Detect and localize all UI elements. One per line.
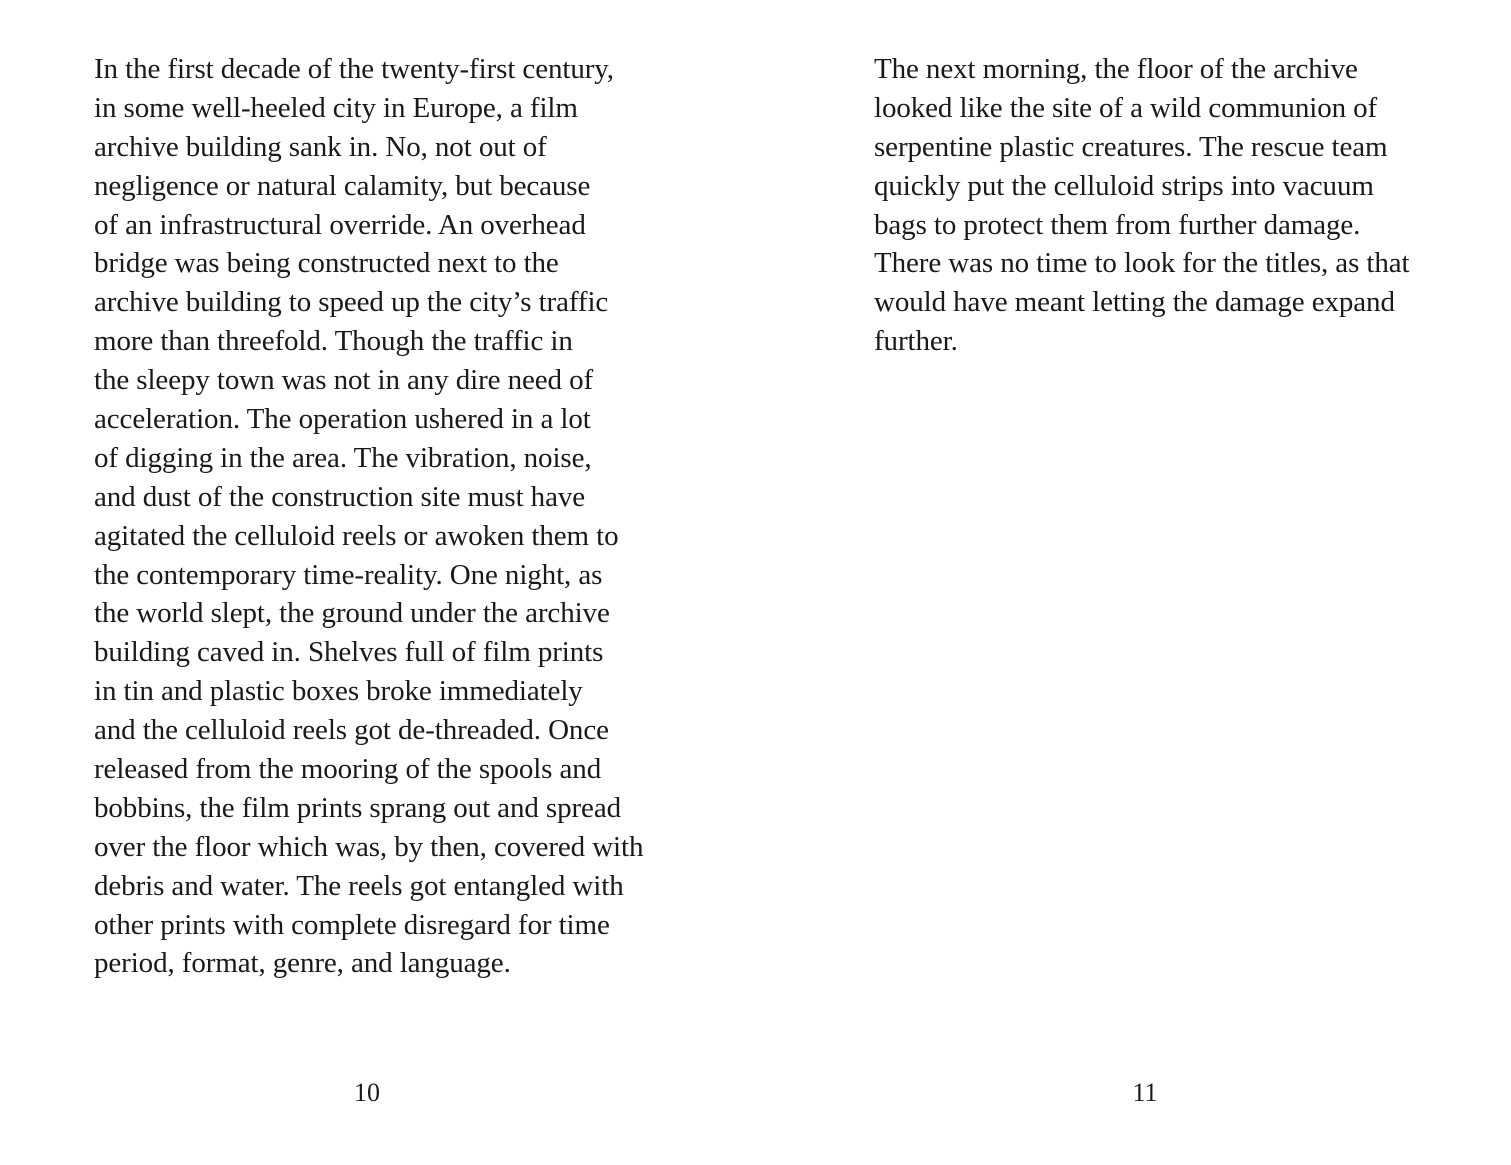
text-line: agitated the celluloid reels or awoken them to [94, 519, 619, 552]
page-number-right: 11 [1132, 1078, 1158, 1107]
text-line: other prints with complete disregard for time [94, 908, 610, 941]
text-line: looked like the site of a wild communion of [874, 91, 1378, 124]
text-line: in tin and plastic boxes broke immediately [94, 675, 583, 708]
left-page-paragraph [94, 50, 643, 983]
text-line: building caved in. Shelves full of film prints [94, 636, 604, 669]
text-line: negligence or natural calamity, but because [94, 169, 591, 202]
page-number-left: 10 [354, 1078, 380, 1107]
text-line: more than threefold. Though the traffic in [94, 325, 573, 358]
text-line: and dust of the construction site must have [94, 480, 586, 513]
text-line: The next morning, the floor of the archive [874, 53, 1358, 85]
text-line: In the first decade of the twenty-first century, [94, 53, 614, 85]
text-line: There was no time to look for the titles, as that [874, 247, 1410, 280]
text-line: bobbins, the film prints sprang out and spread [94, 791, 621, 824]
right-page [755, 0, 1511, 1165]
text-line: would have meant letting the damage expand [874, 286, 1395, 319]
text-line: the sleepy town was not in any dire need of [94, 364, 594, 397]
text-line: bridge was being constructed next to the [94, 247, 559, 280]
text-line: in some well-heeled city in Europe, a film [94, 91, 578, 124]
text-line: further. [874, 325, 958, 358]
text-line: serpentine plastic creatures. The rescue team [874, 130, 1388, 163]
right-page-paragraph [874, 50, 1410, 361]
text-line: period, format, genre, and language. [94, 947, 511, 980]
text-line: over the floor which was, by then, covered with [94, 830, 644, 863]
text-line: quickly put the celluloid strips into vacuum [874, 169, 1374, 202]
text-line: bags to protect them from further damage. [874, 208, 1361, 241]
text-line: of digging in the area. The vibration, noise, [94, 441, 592, 474]
text-line: acceleration. The operation ushered in a lot [94, 403, 591, 436]
text-line: of an infrastructural override. An overhead [94, 208, 586, 241]
text-line: the contemporary time-reality. One night, as [94, 558, 603, 591]
text-line: archive building to speed up the city’s traffic [94, 286, 609, 319]
text-line: archive building sank in. No, not out of [94, 130, 547, 163]
text-line: and the celluloid reels got de-threaded. Once [94, 714, 609, 747]
text-line: released from the mooring of the spools and [94, 753, 602, 786]
text-line: debris and water. The reels got entangled with [94, 869, 624, 902]
text-line: the world slept, the ground under the archive [94, 597, 610, 630]
left-page [0, 0, 755, 1165]
